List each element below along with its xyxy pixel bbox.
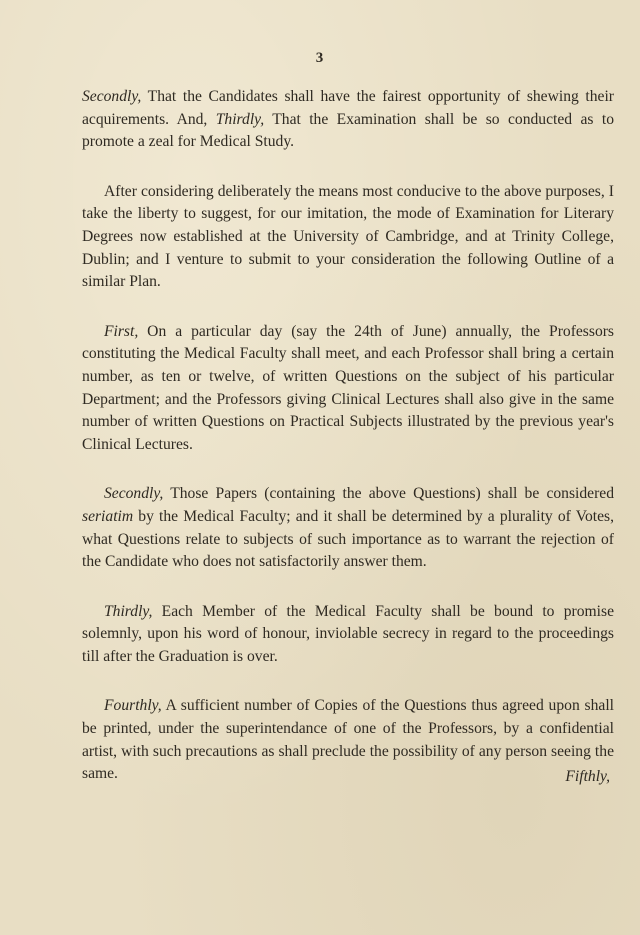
paragraph-lead: Fourthly, xyxy=(104,697,162,715)
paragraph-lead: Secondly, xyxy=(104,485,164,503)
paragraph-text: Each Member of the Medical Faculty shall be bound to promise solemnly, upon his word of honour, inviolable secrecy in regard to the proceedings till after the Graduation is over. xyxy=(82,602,614,665)
paragraph-lead: First, xyxy=(104,322,139,340)
catchword: Fifthly, xyxy=(565,768,610,785)
paragraph-lead: Thirdly, xyxy=(104,602,153,620)
paragraph-1 xyxy=(82,86,614,154)
paragraph-text: That the Examination shall be so conducted as to promote a zeal for Medical Study. xyxy=(82,110,614,151)
paragraph-text: by the Medical Faculty; and it shall be determined by a plurality of Votes, what Questions relate to subjects of such importance as to warrant the rejection of the Candidate who does not satisfactorily answer them. xyxy=(82,507,614,571)
paragraph-3 xyxy=(82,321,614,457)
paragraph-2: After considering deliberately the means most conducive to the above purposes, I take the liberty to suggest, for our imitation, the mode of Examination for Literary Degrees now established at the University of Cambridge, and at Trinity College, Dublin; and I venture to submit to your consideration the following Outline of a similar Plan. xyxy=(82,182,614,291)
paragraph-5 xyxy=(82,601,614,669)
paragraph-italic: seriatim xyxy=(82,507,134,525)
paragraph-text: A sufficient number of Copies of the Questions thus agreed upon shall be printed, under the superintendance of one of the Professors, by a confidential artist, with such precautions as shall preclude the possibility of any person seeing the same. xyxy=(82,697,614,783)
paragraph-6 xyxy=(82,695,614,785)
body-text xyxy=(82,86,614,813)
paragraph-lead: Secondly, xyxy=(82,88,142,105)
paragraph-4 xyxy=(82,483,614,573)
paragraph-text: That the Candidates shall have the fairest opportunity of shewing their acquirements. And, xyxy=(82,88,614,128)
paragraph-italic: Thirdly, xyxy=(215,110,265,128)
paragraph-text: On a particular day (say the 24th of June) annually, the Professors constituting the Medical Faculty shall meet, and each Professor shall bring a certain number, as ten or twelve, of written Questions on the subject of his particular Department; and the Professors giving Clinical Lectures shall also give in the same number of written Questions on Practical Subjects illustrated by the previous year's Clinical Lectures. xyxy=(82,322,614,453)
paragraph-text: Those Papers (containing the above Questions) shall be considered xyxy=(163,485,614,503)
page-number: 3 xyxy=(315,50,325,66)
